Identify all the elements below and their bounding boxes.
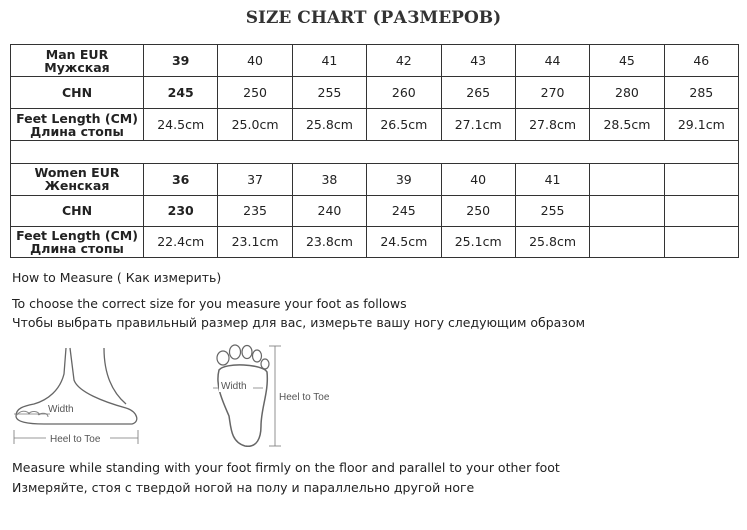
men-chn-cell: 280 [590,77,664,108]
side-width-label: Width [48,404,74,415]
men-length-cell: 28.5cm [590,108,664,140]
table-spacer-cell [11,141,739,163]
men-eur-cell: 41 [292,45,366,77]
foot-side-outline [16,348,137,424]
women-length-row [11,226,739,257]
foot-top-view-diagram [205,342,345,450]
women-eur-cell: 41 [515,163,589,195]
men-length-cell: 24.5cm [144,108,218,140]
women-length-cell [664,226,738,257]
women-length-header [11,226,144,257]
table-spacer-row [11,141,739,163]
toe-1 [217,351,229,365]
women-chn-cell [590,196,664,226]
women-chn-cell: 250 [441,196,515,226]
men-chn-cell: 270 [515,77,589,108]
men-eur-label-ru: Мужская [44,59,110,75]
men-length-label-en: Feet Length (CM) [16,110,138,126]
foot-top-outline [218,365,267,446]
men-eur-cell: 43 [441,45,515,77]
size-chart-table [10,44,739,258]
men-length-cell: 29.1cm [664,108,738,140]
women-chn-cell: 245 [367,196,441,226]
men-eur-cell: 42 [367,45,441,77]
toe-3 [242,346,252,359]
women-eur-cell: 40 [441,163,515,195]
men-length-cell: 27.8cm [515,108,589,140]
women-length-label-en: Feet Length (CM) [16,227,138,243]
foot-side-ankle [104,348,126,404]
toe-2 [230,345,241,359]
men-eur-label-en: Man EUR [45,46,109,62]
men-length-header [11,108,144,140]
women-chn-cell: 235 [218,196,292,226]
women-eur-cell [590,163,664,195]
men-chn-row [11,77,739,108]
men-chn-cell: 250 [218,77,292,108]
men-eur-cell: 44 [515,45,589,77]
men-eur-cell: 39 [144,45,218,77]
men-eur-header [11,45,144,77]
top-width-label: Width [221,381,247,392]
men-chn-cell: 245 [144,77,218,108]
women-eur-cell: 39 [367,163,441,195]
women-eur-cell: 37 [218,163,292,195]
women-length-cell: 23.1cm [218,226,292,257]
instruction-ru: Чтобы выбрать правильный размер для вас, измерьте вашу ногу следующим образом [12,315,586,330]
men-chn-cell: 285 [664,77,738,108]
women-eur-cell: 36 [144,163,218,195]
women-chn-cell: 230 [144,196,218,226]
toe-5 [261,359,269,369]
how-to-measure-heading: How to Measure ( Как измерить) [12,270,222,285]
women-chn-cell: 240 [292,196,366,226]
men-eur-cell: 46 [664,45,738,77]
men-length-label-ru: Длина стопы [30,123,124,139]
foot-side-view-diagram [8,344,148,450]
men-eur-cell: 40 [218,45,292,77]
women-eur-cell: 38 [292,163,366,195]
men-length-cell: 27.1cm [441,108,515,140]
men-length-cell: 25.0cm [218,108,292,140]
men-chn-cell: 265 [441,77,515,108]
men-chn-header: CHN [11,77,144,108]
women-eur-header [11,163,144,195]
women-eur-cell [664,163,738,195]
women-chn-cell: 255 [515,196,589,226]
toe-4 [253,350,262,362]
page-title: SIZE CHART (РАЗМЕРОВ) [245,8,502,28]
women-length-cell: 22.4cm [144,226,218,257]
women-length-cell: 24.5cm [367,226,441,257]
men-eur-row [11,45,739,77]
footer-instruction-ru: Измеряйте, стоя с твердой ногой на полу и параллельно другой ноге [12,480,475,495]
top-heel-label: Heel to Toe [279,392,330,403]
women-chn-row [11,196,739,226]
women-chn-header: CHN [11,196,144,226]
men-length-row [11,108,739,140]
women-length-cell: 23.8cm [292,226,366,257]
men-length-cell: 26.5cm [367,108,441,140]
men-eur-cell: 45 [590,45,664,77]
women-eur-label-ru: Женская [44,178,110,194]
women-eur-row [11,163,739,195]
footer-instruction-en: Measure while standing with your foot firmly on the floor and parallel to your other foot [12,460,560,475]
women-eur-label-en: Women EUR [34,165,120,181]
men-chn-cell: 255 [292,77,366,108]
side-heel-label: Heel to Toe [50,434,101,445]
instruction-en: To choose the correct size for you measure your foot as follows [12,296,407,311]
women-chn-cell [664,196,738,226]
women-length-cell: 25.1cm [441,226,515,257]
men-length-cell: 25.8cm [292,108,366,140]
women-length-cell [590,226,664,257]
women-length-cell: 25.8cm [515,226,589,257]
women-length-label-ru: Длина стопы [30,240,124,256]
men-chn-cell: 260 [367,77,441,108]
